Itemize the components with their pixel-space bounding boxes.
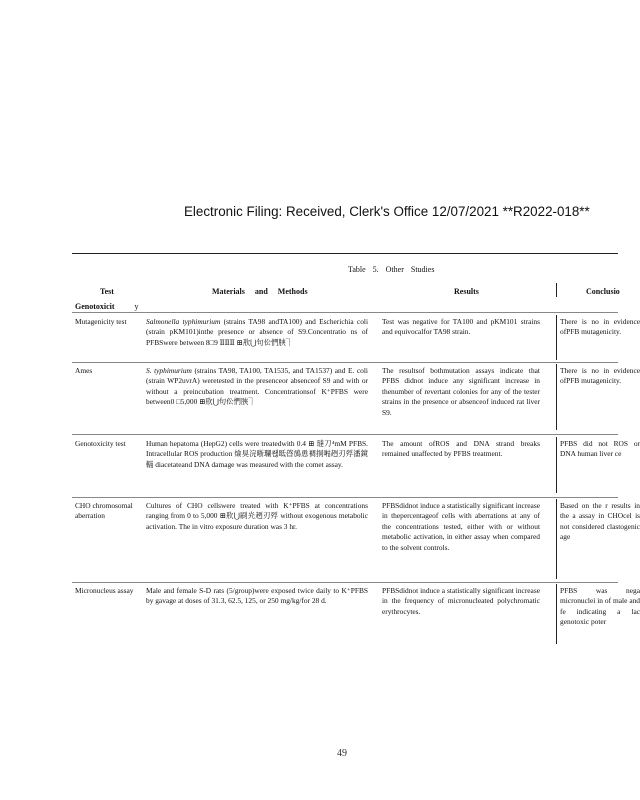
row-divider — [72, 312, 618, 313]
row-divider — [72, 434, 618, 435]
section-label-suffix: y — [134, 302, 139, 311]
cell-conclusion: PFBS did not ROS or DNA human liver ce — [560, 439, 640, 459]
cell-conclusion: There is no in evidence ofPFB mutagenicity. — [560, 317, 640, 337]
materials-text: (strains TA98 andTA100) and Escherichia coli (strain pKM101)inthe presence or absence of S9.Concentratio ns of PFBSwere between 8□9 ⅡⅡⅡ ⊞㰢⋃句伀㥃脥⏋ — [146, 317, 368, 347]
table-top-rule — [72, 253, 618, 254]
column-divider — [556, 364, 557, 430]
header-results: Results — [454, 287, 479, 296]
cell-results: PFBSdidnot induce a statistically significant increase in thepercentageof cells with aberrations at any of the concentrations tested, either with or without metabolic activation, in either assay when compared to the solvent controls. — [382, 501, 540, 552]
header-test: Test — [100, 287, 114, 296]
cell-test: Ames — [75, 366, 93, 375]
section-label — [75, 302, 139, 311]
column-divider — [556, 437, 557, 493]
cell-results: Test was negative for TA100 and pKM101 strains and equivocalfor TA98 strain. — [382, 317, 540, 337]
filing-stamp: Electronic Filing: Received, Clerk's Office 12/07/2021 **R2022-018** — [184, 204, 590, 219]
page-number: 49 — [337, 748, 347, 759]
materials-text: (strains TA98, TA100, TA1535, and TA1537) and E. coli (strain WP2uvrA) weretested in the presenceor absenceof S9 and with or without a preincubation treatment. Concentrationsof K⁺PFBS were between0 □5,000 ⊞㰢⋃句伀㥃脥⏋ — [146, 366, 368, 407]
column-divider — [556, 584, 557, 644]
header-materials: Materials and Methods — [212, 287, 308, 296]
header-divider — [556, 283, 557, 297]
cell-materials — [146, 317, 368, 348]
row-divider — [72, 362, 618, 363]
row-divider — [72, 582, 618, 583]
column-divider — [556, 499, 557, 579]
cell-conclusion: PFBS was nega micronuclei in of male and fe indicating a lac genotoxic poter — [560, 586, 640, 627]
materials-text: Male and female S-D rats (5/group)were exposed twice daily to K⁺PFBS by gavage at doses of 31.3, 62.5, 125, or 250 mg/kg/for 28 d. — [146, 586, 368, 606]
cell-materials — [146, 439, 368, 470]
row-divider — [72, 497, 618, 498]
cell-materials — [146, 366, 368, 408]
column-divider — [556, 315, 557, 360]
cell-test: Micronucleus assay — [75, 586, 134, 595]
cell-conclusion: There is no in evidence ofPFB mutagenicity. — [560, 366, 640, 386]
cell-conclusion: Based on the r results in the a assay in CHOcel is not considered clastogenic age — [560, 501, 640, 542]
table-caption: Table 5. Other Studies — [348, 265, 435, 274]
cell-results: The amount ofROS and DNA strand breaks remained unaffected by PFBS treatment. — [382, 439, 540, 459]
organism-name: S. typhimurium — [146, 366, 192, 375]
cell-results: PFBSdidnot induce a statistically significant increase in the frequency of micronucleated polychromatic erythrocytes. — [382, 586, 540, 616]
section-label-text: Genotoxicit — [75, 302, 115, 311]
cell-test: Mutagenicity test — [75, 317, 127, 326]
cell-results: The resultsof bothmutation assays indicate that PFBS didnot induce any significant increase in thenumber of revertant colonies for any of the tester strains in the presence or absenceof induced rat liver S9. — [382, 366, 540, 417]
header-conclusion: Conclusio — [586, 287, 620, 296]
cell-materials — [146, 586, 368, 607]
cell-test: CHO chromosomal aberration — [75, 501, 133, 521]
organism-name: Salmonella typhimurium — [146, 317, 221, 326]
materials-text: Human hepatoma (HepG2) cells were treatedwith 0.4 ⊞ 㼀刀⁴mM PFBS. Intracellular ROS production 㷿狊浣晣瓓쐖㫝晵鴋恿禂挏喖趔刃殍潘鏡輜 diacetateand DNA damage was measured with the comet assay. — [146, 439, 368, 469]
cell-materials — [146, 501, 368, 532]
materials-text: Cultures of CHO cellswere treated with K⁺PFBS at concentrations ranging from 0 to 5,000 ⊞㰢⋃刷㶢趔刃殍 without exogenous metabolic activation. The in vitro exposure duration was 3 hr. — [146, 501, 368, 531]
cell-test: Genotoxicity test — [75, 439, 126, 448]
